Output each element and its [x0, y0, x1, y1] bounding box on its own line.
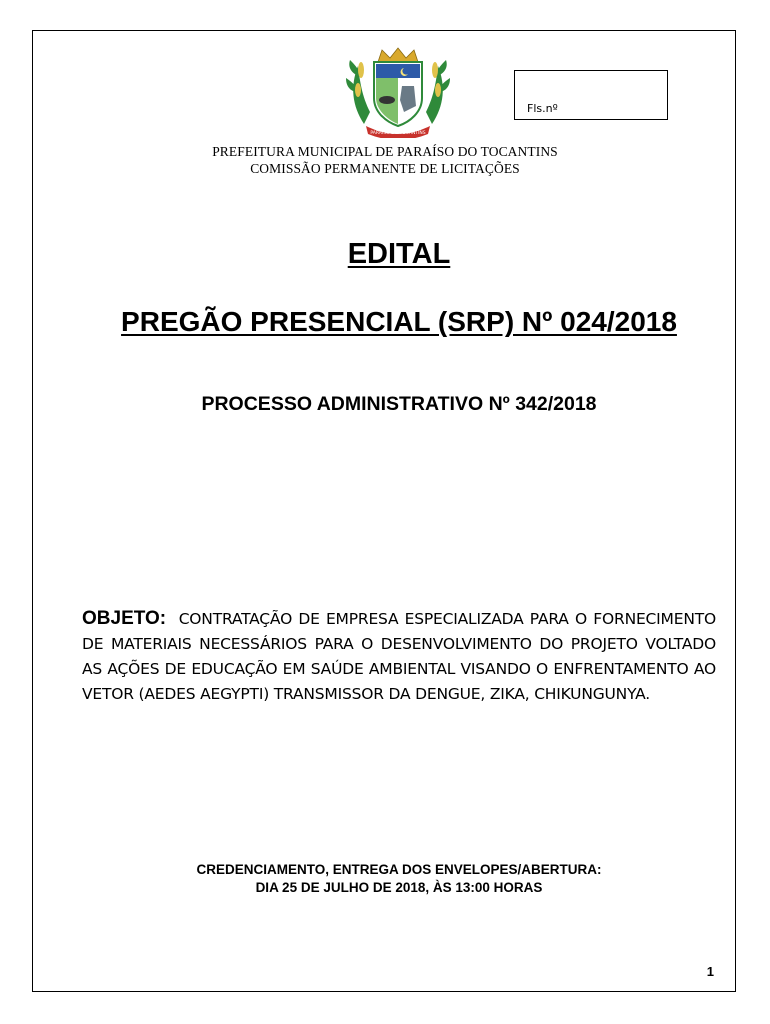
session-info-line2: DIA 25 DE JULHO DE 2018, ÀS 13:00 HORAS [255, 880, 543, 895]
folio-label: Fls.nº [527, 102, 558, 115]
objeto-label: OBJETO: [82, 608, 167, 629]
folio-number-box [514, 70, 668, 120]
document-title: EDITAL [347, 238, 451, 270]
objeto-text: CONTRATAÇÃO DE EMPRESA ESPECIALIZADA PARA O FORNECIMENTO DE MATERIAIS NECESSÁRIOS PARA O DESENVOLVIMENTO DO PROJETO VOLTADO AS AÇÕES DE EDUCAÇÃO EM SAÚDE AMBIENTAL VISANDO O ENFRENTAMENTO AO VETOR (AEDES AEGYPTI) TRANSMISSOR DA DENGUE, ZIKA, CHIKUNGUNYA. [82, 610, 716, 703]
process-number: PROCESSO ADMINISTRATIVO Nº 342/2018 [201, 393, 597, 415]
commission-name: COMISSÃO PERMANENTE DE LICITAÇÕES [250, 161, 520, 176]
municipality-name: PREFEITURA MUNICIPAL DE PARAÍSO DO TOCANTINS [212, 144, 558, 159]
svg-text:PARAÍSO DO TOCANTINS: PARAÍSO DO TOCANTINS [370, 131, 426, 136]
page-number: 1 [706, 964, 714, 979]
session-info-line1: CREDENCIAMENTO, ENTREGA DOS ENVELOPES/ABERTURA: [196, 862, 602, 877]
document-subtitle: PREGÃO PRESENCIAL (SRP) Nº 024/2018 [121, 306, 677, 337]
objeto-paragraph [82, 606, 716, 707]
municipal-coat-of-arms-icon [344, 46, 452, 138]
